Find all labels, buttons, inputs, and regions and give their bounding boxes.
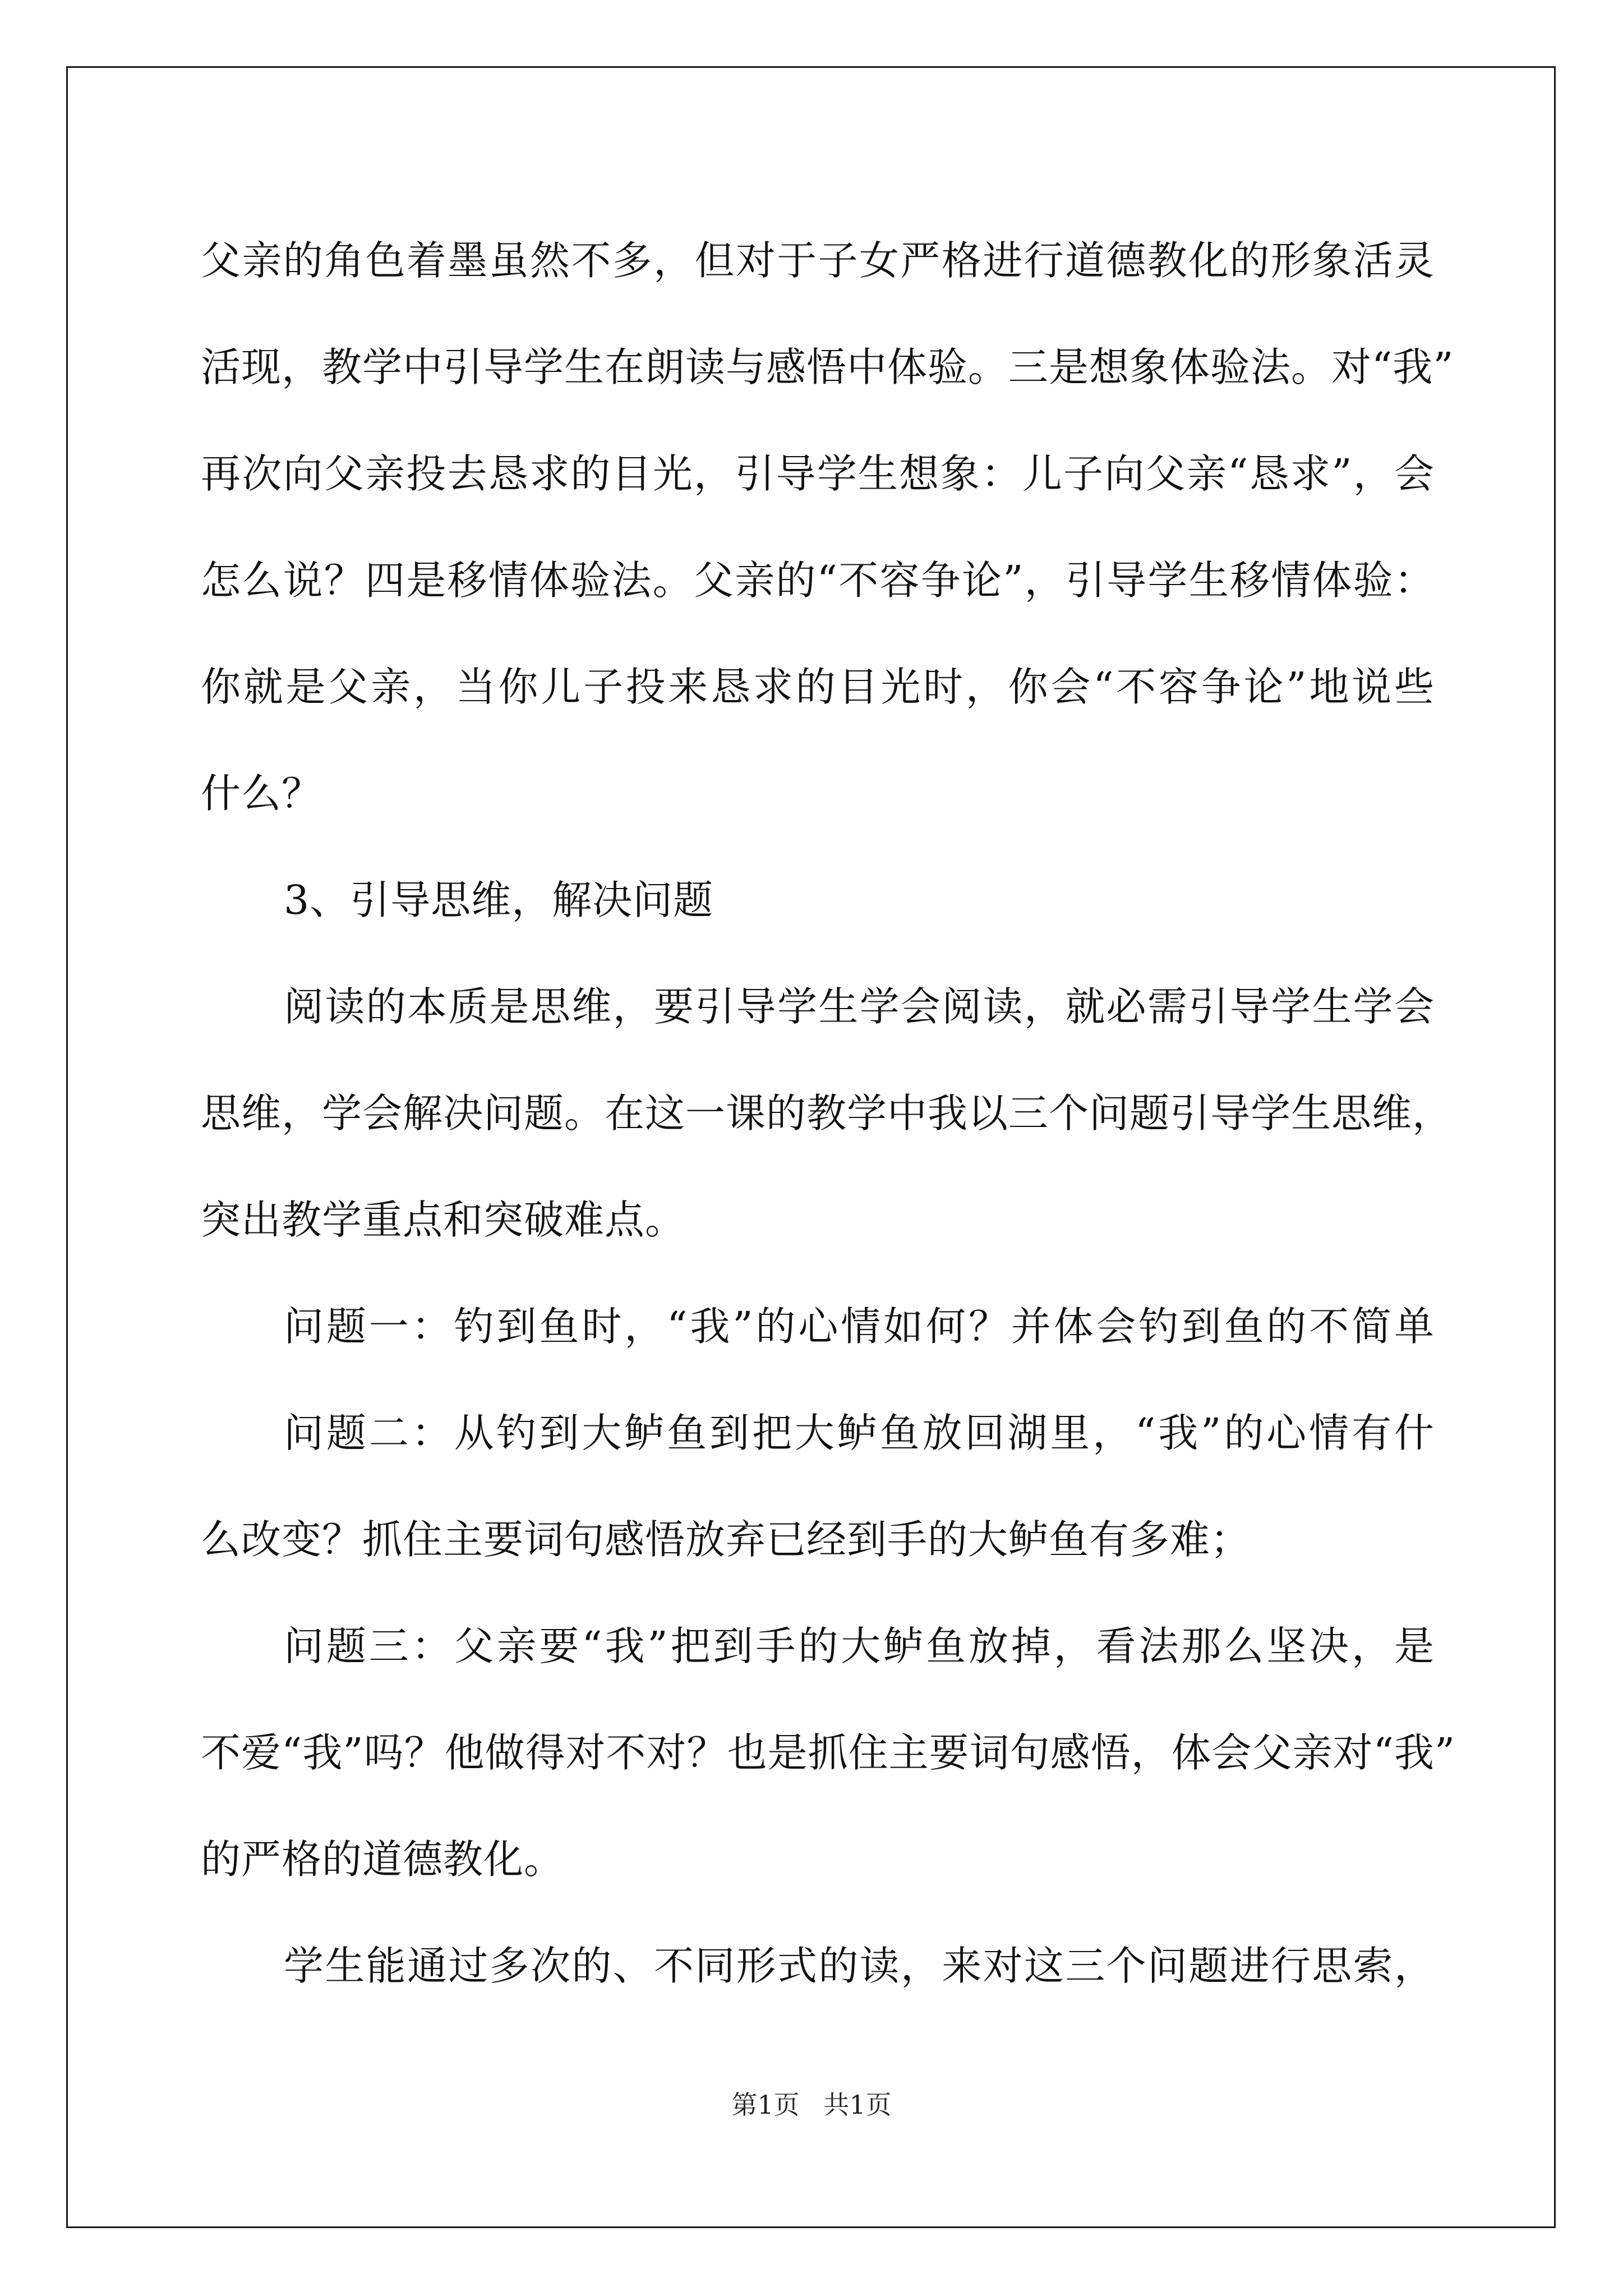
page-number: 第1页	[731, 2090, 800, 2120]
text-line-1: 父亲的角色着墨虽然不多，但对于子女严格进行道德教化的形象活灵	[201, 237, 1435, 284]
question-one: 问题一：钓到鱼时，“我”的心情如何？并体会钓到鱼的不简单	[284, 1303, 1435, 1350]
page-footer	[0, 2088, 1623, 2122]
page-total: 共1页	[823, 2090, 892, 2120]
text-line-9: 思维，学会解决问题。在这一课的教学中我以三个问题引导学生思维，	[201, 1090, 1453, 1137]
document-body	[201, 208, 1456, 2019]
question-two: 问题二：从钓到大鲈鱼到把大鲈鱼放回湖里，“我”的心情有什	[284, 1410, 1435, 1456]
question-three: 问题三：父亲要“我”把到手的大鲈鱼放掉，看法那么坚决，是	[284, 1623, 1435, 1669]
text-line-10: 突出教学重点和突破难点。	[201, 1197, 686, 1243]
text-line-5: 你就是父亲，当你儿子投来恳求的目光时，你会“不容争论”地说些	[201, 664, 1435, 710]
text-line-15: 不爱“我”吗？他做得对不对？也是抓住主要词句感悟，体会父亲对“我”	[201, 1729, 1456, 1776]
text-line-17: 学生能通过多次的、不同形式的读，来对这三个问题进行思索，	[284, 1943, 1435, 1989]
text-line-3: 再次向父亲投去恳求的目光，引导学生想象：儿子向父亲“恳求”，会	[201, 450, 1435, 497]
text-line-2: 活现，教学中引导学生在朗读与感悟中体验。三是想象体验法。对“我”	[201, 344, 1454, 390]
text-line-8: 阅读的本质是思维，要引导学生学会阅读，就必需引导学生学会	[284, 983, 1435, 1030]
text-line-4: 怎么说？四是移情体验法。父亲的“不容争论”，引导学生移情体验：	[201, 557, 1435, 604]
text-line-16: 的严格的道德教化。	[201, 1836, 565, 1883]
section-heading: 3、引导思维，解决问题	[284, 877, 714, 923]
text-line-13: 么改变？抓住主要词句感悟放弃已经到手的大鲈鱼有多难；	[201, 1516, 1251, 1563]
text-line-6: 什么？	[201, 770, 322, 817]
